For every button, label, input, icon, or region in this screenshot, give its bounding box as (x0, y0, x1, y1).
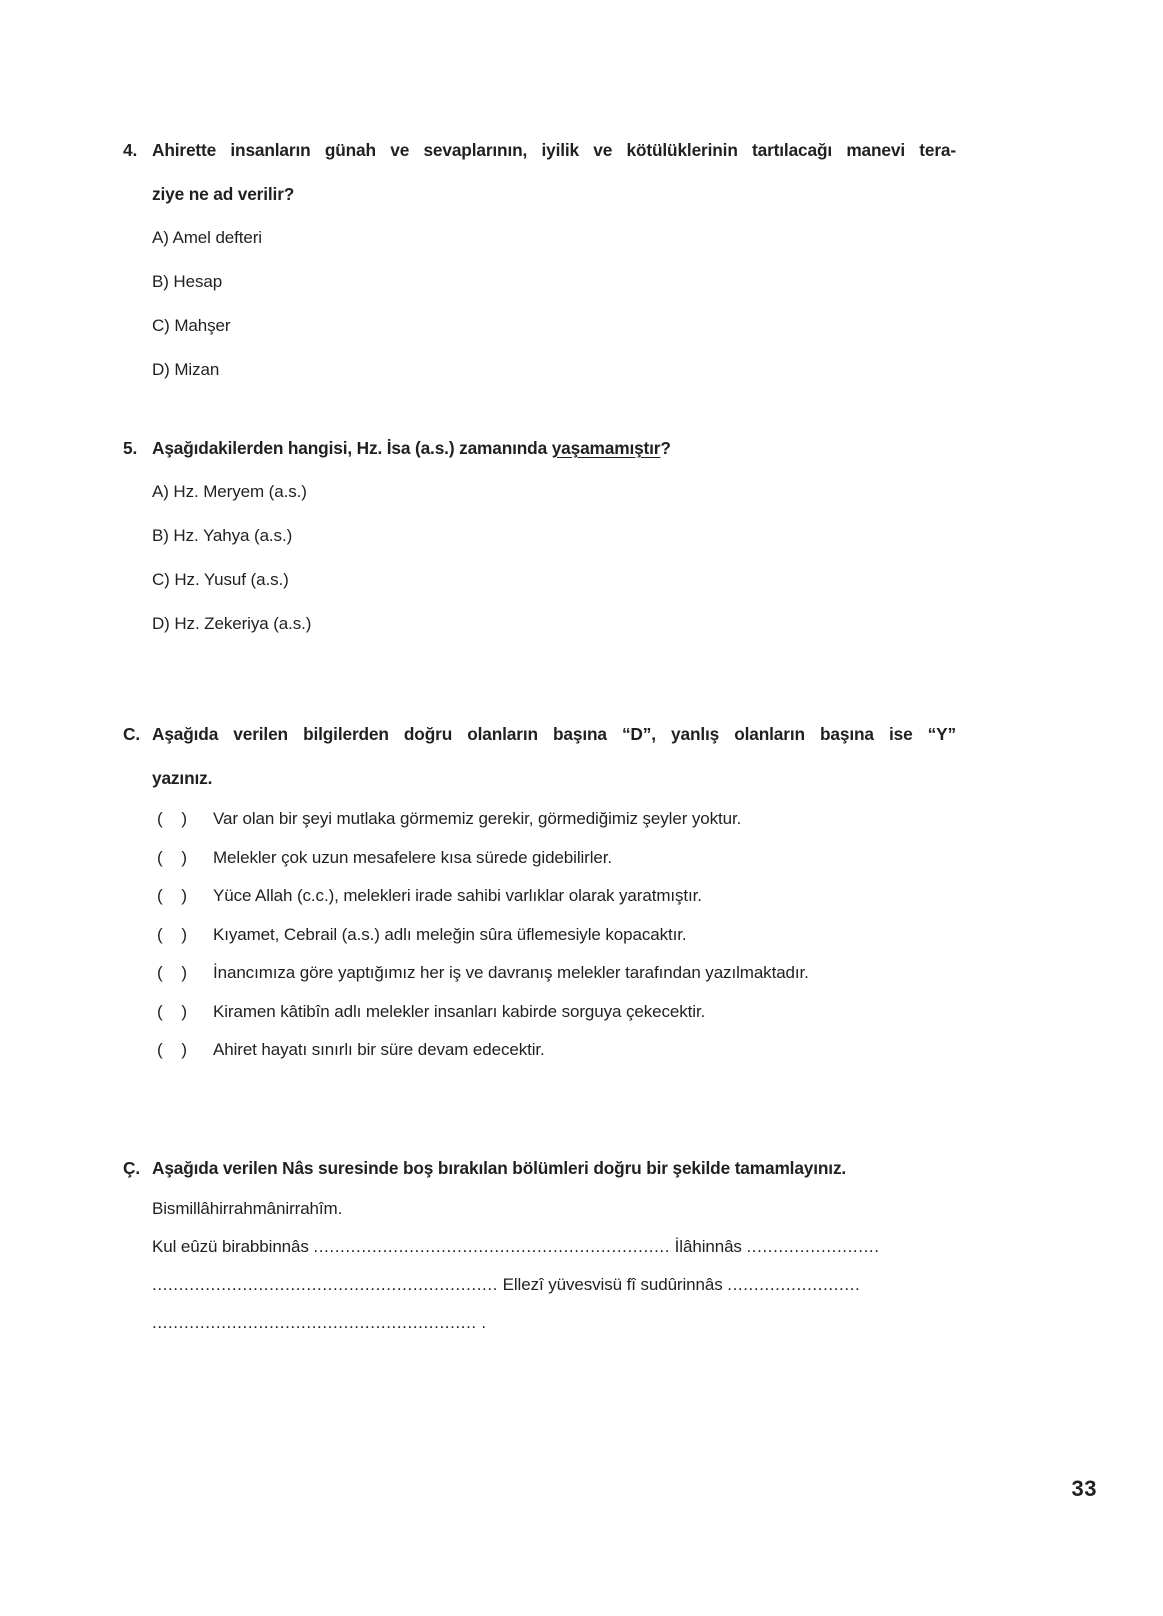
section-c-heading-line-1: Aşağıda verilen bilgilerden doğru olanların başına “D”, yanlış olanların başına ise “Y” (152, 724, 956, 744)
question-5-options (152, 470, 956, 646)
fill-in-blank-dots[interactable]: ......................... (746, 1236, 880, 1256)
question-5-stem-suffix: ? (660, 438, 671, 458)
sura-text: . (476, 1312, 486, 1332)
sura-text: İlâhinnâs (670, 1236, 747, 1256)
question-5-text (152, 426, 956, 470)
tf-statement-text: İnancımıza göre yaptığımız her iş ve davranış melekler tarafından yazılmaktadır. (213, 963, 809, 982)
tf-statement-row (157, 954, 956, 993)
question-4-option-b[interactable]: B) Hesap (152, 272, 223, 291)
question-5-stem (123, 426, 956, 470)
section-c-cedilla (123, 1146, 956, 1342)
tf-statement-row (157, 877, 956, 916)
sura-line[interactable] (152, 1266, 956, 1304)
basmala-line: Bismillâhirrahmânirrahîm. (152, 1198, 343, 1218)
question-4-options (152, 216, 956, 392)
question-5-number: 5. (123, 438, 138, 458)
tf-answer-blank[interactable]: ( ) (157, 924, 195, 944)
question-4-option-d[interactable]: D) Mizan (152, 360, 220, 379)
question-5-stem-prefix: Aşağıdakilerden hangisi, Hz. İsa (a.s.) zamanında (152, 438, 552, 458)
section-c-statement-list (157, 800, 956, 1070)
question-5-option-c[interactable]: C) Hz. Yusuf (a.s.) (152, 570, 289, 589)
sura-text: Ellezî yüvesvisü fî sudûrinnâs (498, 1274, 728, 1294)
fill-in-blank-dots[interactable]: ......................... (727, 1274, 861, 1294)
question-4-number: 4. (123, 140, 138, 160)
tf-statement-text: Var olan bir şeyi mutlaka görmemiz gerekir, görmediğimiz şeyler yoktur. (213, 809, 742, 828)
question-4-stem-line-1: Ahirette insanların günah ve sevaplarının, iyilik ve kötülüklerinin tartılacağı manevi tera- (152, 140, 956, 160)
tf-statement-row (157, 1031, 956, 1070)
question-4-option-c[interactable]: C) Mahşer (152, 316, 231, 335)
sura-fill-in-body (152, 1190, 956, 1342)
fill-in-blank-dots[interactable]: ................................................................... (313, 1236, 671, 1256)
page-number: 33 (1071, 1476, 1097, 1501)
question-4-stem-line-2: ziye ne ad verilir? (152, 184, 295, 204)
tf-statement-text: Ahiret hayatı sınırlı bir süre devam edecektir. (213, 1040, 545, 1059)
tf-answer-blank[interactable]: ( ) (157, 1001, 195, 1021)
spacer-after-question-4 (123, 392, 956, 426)
section-c-cedilla-heading-line: Aşağıda verilen Nâs suresinde boş bırakılan bölümleri doğru bir şekilde tamamlayınız. (152, 1157, 847, 1178)
section-c (123, 712, 956, 1070)
tf-statement-row (157, 839, 956, 878)
question-5-option-d[interactable]: D) Hz. Zekeriya (a.s.) (152, 614, 312, 633)
tf-statement-text: Kıyamet, Cebrail (a.s.) adlı meleğin sûra üflemesiyle kopacaktır. (213, 924, 687, 944)
section-c-cedilla-heading (123, 1146, 956, 1190)
fill-in-blank-dots[interactable]: ................................................................. (152, 1274, 499, 1294)
tf-statement-row (157, 993, 956, 1032)
question-4-text (152, 128, 956, 216)
tf-statement-row (157, 800, 956, 839)
section-c-letter: C. (123, 724, 140, 744)
question-4-option-a[interactable]: A) Amel defteri (152, 228, 262, 247)
question-5-stem-underlined: yaşamamıştır (551, 438, 661, 458)
section-c-heading (123, 712, 956, 800)
page-content (123, 128, 956, 1342)
section-c-heading-line-2: yazınız. (152, 768, 213, 788)
fill-in-blank-dots[interactable]: ............................................................. (152, 1312, 477, 1332)
tf-statement-text: Kiramen kâtibîn adlı melekler insanları kabirde sorguya çekecektir. (213, 1001, 706, 1021)
tf-answer-blank[interactable]: ( ) (157, 963, 195, 982)
tf-statement-text: Melekler çok uzun mesafelere kısa sürede gidebilirler. (213, 847, 613, 867)
tf-statement-text: Yüce Allah (c.c.), melekleri irade sahibi varlıklar olarak yaratmıştır. (213, 886, 702, 905)
question-5-option-b[interactable]: B) Hz. Yahya (a.s.) (152, 526, 293, 545)
tf-answer-blank[interactable]: ( ) (157, 886, 195, 905)
sura-line[interactable] (152, 1304, 956, 1342)
sura-text: Kul eûzü birabbinnâs (152, 1236, 314, 1256)
question-4-stem (123, 128, 956, 216)
sura-line[interactable] (152, 1228, 956, 1266)
question-5 (123, 426, 956, 646)
question-5-option-a[interactable]: A) Hz. Meryem (a.s.) (152, 482, 307, 501)
section-c-cedilla-title (152, 1146, 956, 1190)
tf-answer-blank[interactable]: ( ) (157, 847, 195, 867)
tf-answer-blank[interactable]: ( ) (157, 1040, 195, 1059)
tf-answer-blank[interactable]: ( ) (157, 809, 195, 828)
spacer-before-section-c (123, 646, 956, 712)
section-c-cedilla-letter: Ç. (123, 1157, 140, 1178)
question-5-stem-line (152, 426, 956, 470)
spacer-before-section-c-cedilla (123, 1070, 956, 1146)
tf-statement-row (157, 916, 956, 955)
section-c-title (152, 712, 956, 800)
question-4 (123, 128, 956, 392)
